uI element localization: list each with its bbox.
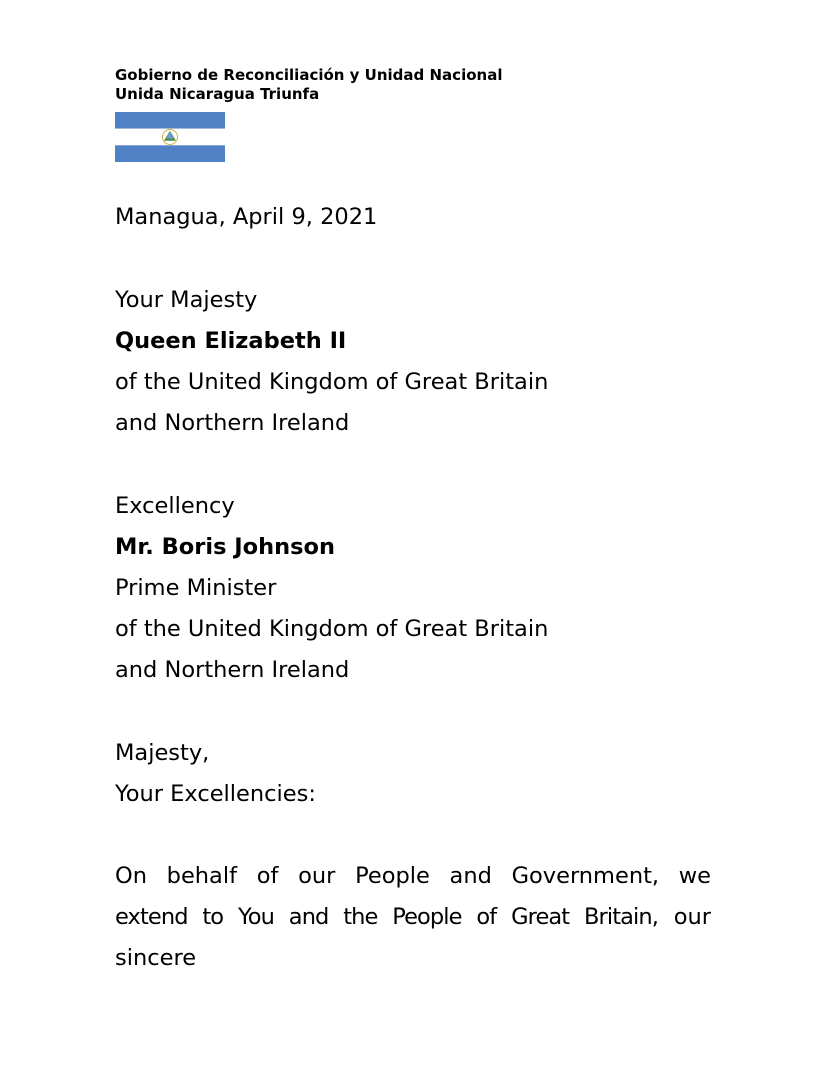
letterhead bbox=[115, 66, 502, 104]
pm-address: Excellency bbox=[115, 493, 235, 519]
paragraph-line2-tail: our sincere bbox=[115, 904, 711, 971]
paragraph-line2-condensed: extend to You and the People of Great Britain, bbox=[115, 904, 659, 930]
salutation-line2: Your Excellencies: bbox=[115, 781, 316, 807]
paragraph-line1: On behalf of our People and Government, we bbox=[115, 863, 711, 889]
queen-country-line2: and Northern Ireland bbox=[115, 410, 350, 436]
pm-title: Prime Minister bbox=[115, 575, 277, 601]
pm-name: Mr. Boris Johnson bbox=[115, 534, 336, 560]
nicaragua-flag-icon bbox=[115, 112, 225, 162]
body-paragraph bbox=[115, 856, 711, 979]
letterhead-slogan: Unida Nicaragua Triunfa bbox=[115, 85, 320, 103]
date-block bbox=[115, 197, 711, 238]
recipient-queen-block bbox=[115, 280, 711, 444]
queen-name: Queen Elizabeth II bbox=[115, 328, 347, 354]
pm-country-line1: of the United Kingdom of Great Britain bbox=[115, 616, 549, 642]
letterhead-government-name: Gobierno de Reconciliación y Unidad Nacional bbox=[115, 66, 503, 84]
paragraph-line2 bbox=[115, 897, 711, 979]
pm-country-line2: and Northern Ireland bbox=[115, 657, 350, 683]
recipient-pm-block bbox=[115, 486, 711, 691]
salutation-line1: Majesty, bbox=[115, 740, 210, 766]
queen-address: Your Majesty bbox=[115, 287, 258, 313]
salutation-block bbox=[115, 733, 711, 815]
letter-page bbox=[115, 0, 711, 1068]
letter-date: Managua, April 9, 2021 bbox=[115, 204, 378, 230]
queen-country-line1: of the United Kingdom of Great Britain bbox=[115, 369, 549, 395]
